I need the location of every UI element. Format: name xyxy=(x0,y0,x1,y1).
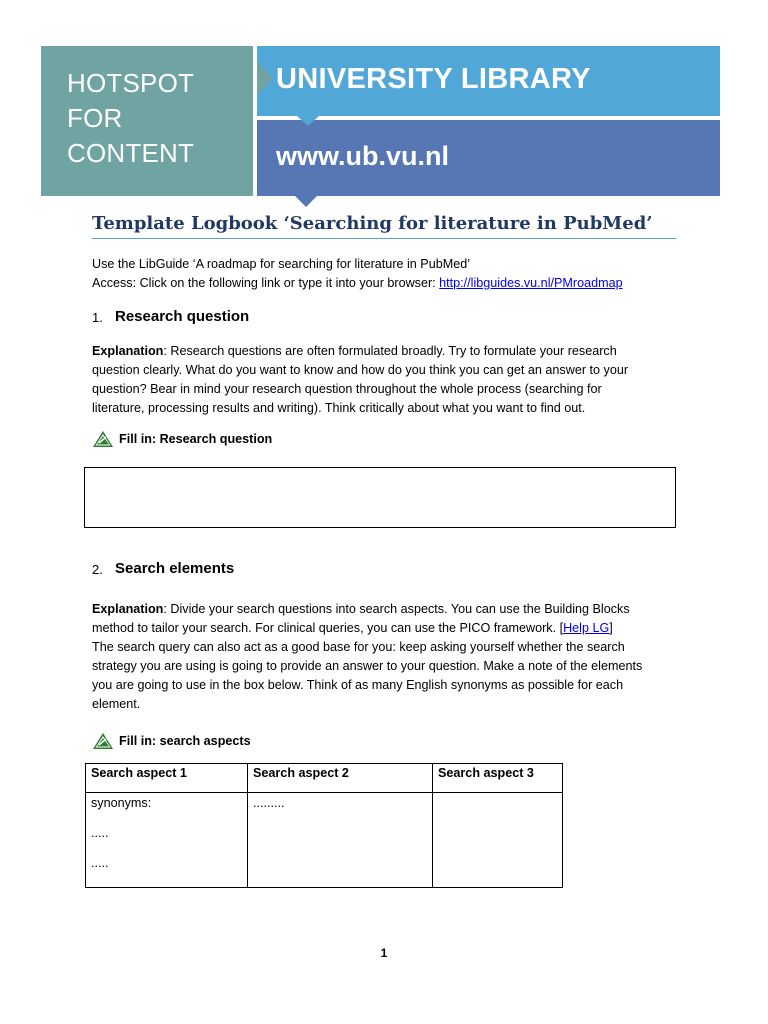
explanation-text-1: : Divide your search questions into search aspects. You can use the Building Blocks xyxy=(163,602,630,616)
cell-text: ..... xyxy=(91,856,109,870)
explanation-label: Explanation xyxy=(92,602,164,616)
table-header-row xyxy=(86,764,563,793)
hotspot-line-3: CONTENT xyxy=(67,138,195,168)
table-cell-aspect2[interactable] xyxy=(248,793,433,888)
table-cell-aspect1[interactable] xyxy=(86,793,248,888)
access-prefix: Access: Click on the following link or type it into your browser: xyxy=(92,276,440,290)
banner-notch-bottom xyxy=(295,196,317,207)
explanation-text-3: question? Bear in mind your research question throughout the whole process (searching for xyxy=(92,382,602,396)
explanation-text-4: strategy you are using is going to provide an answer to your question. Make a note of the elements xyxy=(92,659,643,673)
fill-in-research-question xyxy=(92,430,272,448)
table-header: Search aspect 1 xyxy=(86,764,248,793)
explanation-text-6: element. xyxy=(92,697,141,711)
explanation-label: Explanation xyxy=(92,344,164,358)
section1-explanation xyxy=(92,342,672,418)
section1-heading: Research question xyxy=(115,308,250,325)
section2-number: 2. xyxy=(92,562,103,577)
roadmap-link[interactable]: http://libguides.vu.nl/PMroadmap xyxy=(439,276,623,290)
section1-number: 1. xyxy=(92,310,103,325)
section2-heading: Search elements xyxy=(115,560,235,577)
research-question-box[interactable] xyxy=(84,467,676,528)
hotspot-line-1: HOTSPOT xyxy=(67,68,195,98)
fill-in-label: Fill in: Research question xyxy=(119,432,273,446)
explanation-text-3: The search query can also act as a good base for you: keep asking yourself whether the search xyxy=(92,640,625,654)
explanation-text-1: : Research questions are often formulated broadly. Try to formulate your research xyxy=(163,344,617,358)
help-lg-link[interactable]: Help LG xyxy=(563,621,610,635)
fill-in-search-aspects xyxy=(92,732,251,750)
pencil-warning-icon xyxy=(92,732,114,750)
table-row xyxy=(86,793,563,888)
library-title: UNIVERSITY LIBRARY xyxy=(276,63,591,95)
fill-in-label: Fill in: search aspects xyxy=(119,734,251,748)
access-line xyxy=(92,274,672,293)
library-banner xyxy=(41,46,720,196)
intro-line: Use the LibGuide ‘A roadmap for searching for literature in PubMed’ xyxy=(92,257,471,271)
explanation-text-4: literature, processing results and writing). Think critically about what you want to find out. xyxy=(92,401,586,415)
cell-text: ......... xyxy=(253,796,285,810)
page-number: 1 xyxy=(380,946,388,960)
pencil-warning-icon xyxy=(92,430,114,448)
library-url: www.ub.vu.nl xyxy=(276,141,449,171)
bracket-close: ] xyxy=(609,621,613,635)
table-header: Search aspect 3 xyxy=(433,764,563,793)
banner-arrow-icon xyxy=(257,61,273,95)
section2-explanation xyxy=(92,600,672,714)
explanation-text-2: method to tailor your search. For clinical queries, you can use the PICO framework. [ xyxy=(92,621,564,635)
explanation-text-2: question clearly. What do you want to know and how do you think you can get an answer to your xyxy=(92,363,629,377)
cell-text: synonyms: xyxy=(91,796,152,810)
table-cell-aspect3[interactable] xyxy=(433,793,563,888)
title-divider xyxy=(92,238,676,239)
hotspot-block xyxy=(41,46,253,196)
table-header: Search aspect 2 xyxy=(248,764,433,793)
document-title: Template Logbook ‘Searching for literature in PubMed’ xyxy=(92,213,653,234)
cell-text: ..... xyxy=(91,826,109,840)
explanation-text-5: you are going to use in the box below. Think of as many English synonyms as possible for each xyxy=(92,678,624,692)
banner-notch-top xyxy=(297,116,319,126)
hotspot-line-2: FOR xyxy=(67,103,123,133)
search-aspects-table xyxy=(85,763,563,888)
